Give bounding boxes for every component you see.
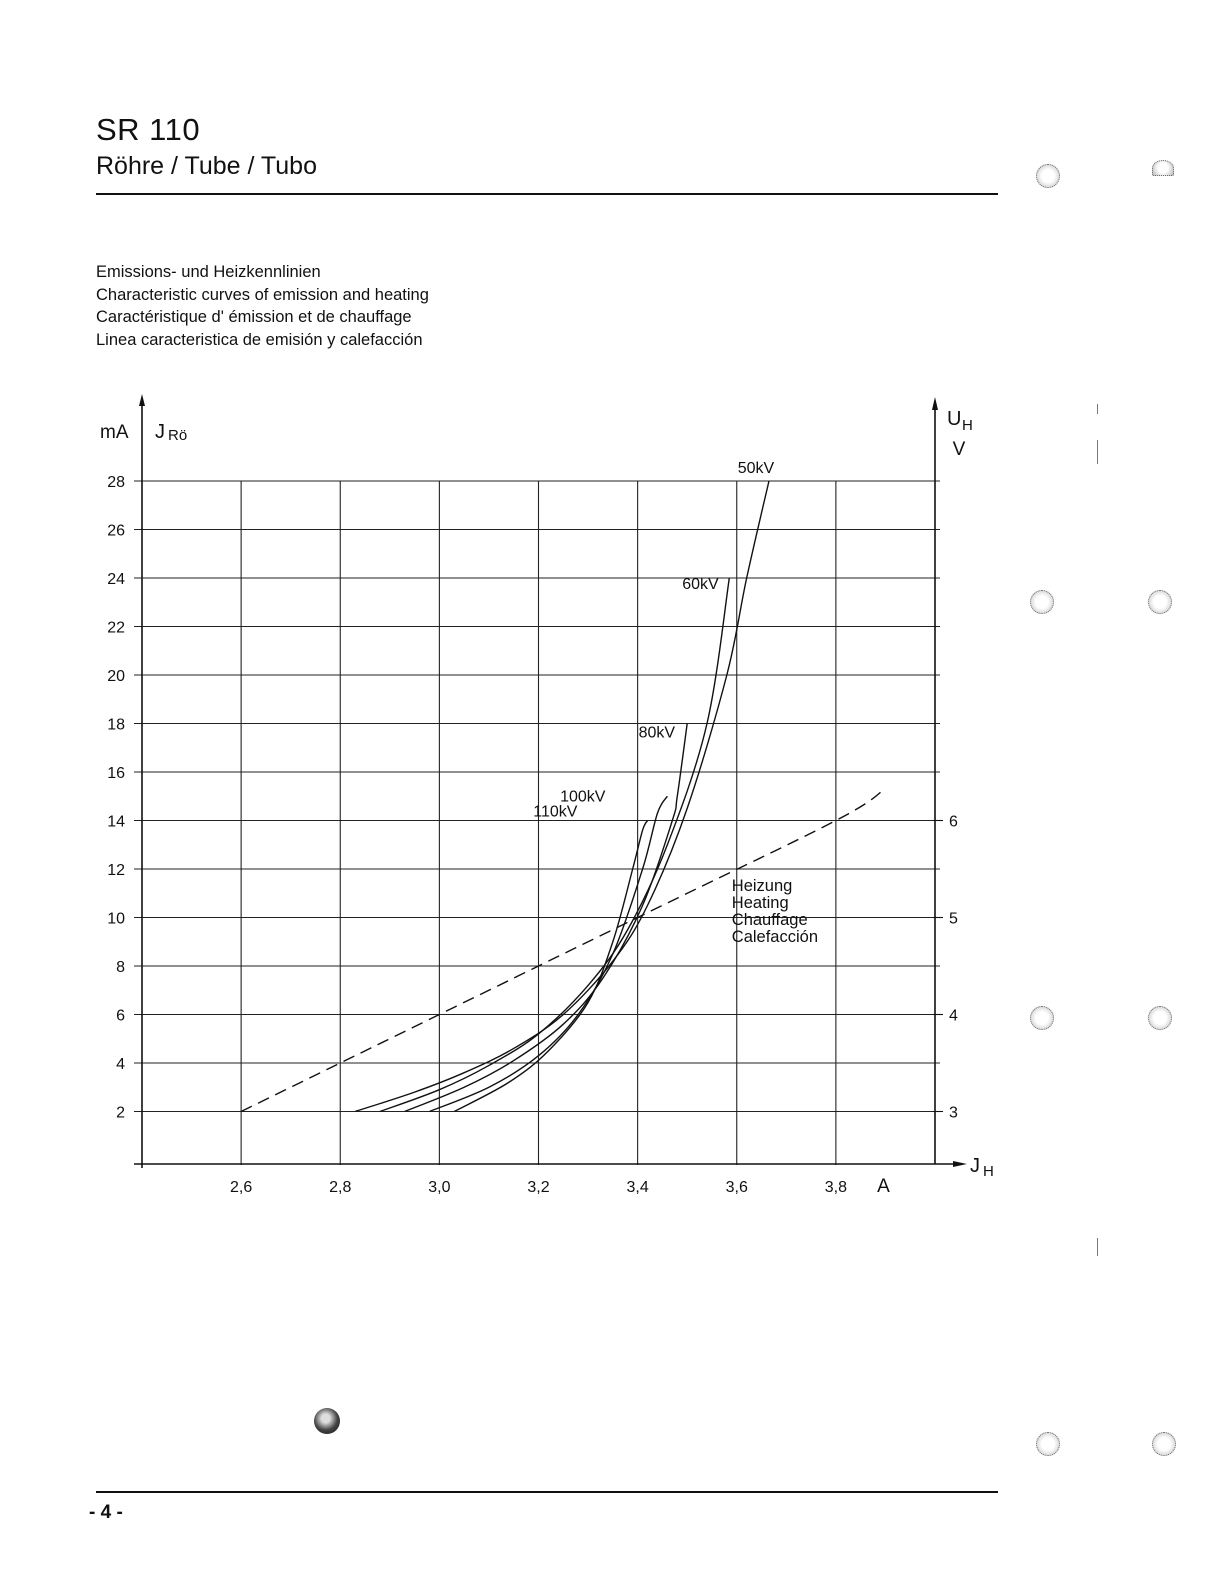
page-subtitle: Röhre / Tube / Tubo	[96, 152, 317, 180]
y-right-symbol-sub: H	[962, 417, 973, 434]
y-left-tick-label: 10	[107, 910, 125, 928]
y-left-tick-label: 26	[107, 522, 125, 540]
y-right-tick-label: 6	[949, 813, 958, 831]
heating-label-line: Calefacción	[731, 927, 819, 946]
emission-heating-chart	[80, 390, 1000, 1210]
y-left-symbol-sub: Rö	[168, 427, 188, 444]
scan-mark	[1097, 1238, 1098, 1256]
y-left-tick-label: 14	[107, 813, 125, 831]
page-number: - 4 -	[89, 1502, 123, 1523]
y-right-unit: V	[952, 439, 966, 460]
binder-hole-mark	[1030, 590, 1054, 614]
y-left-tick-label: 18	[107, 716, 125, 734]
footer-rule	[96, 1491, 998, 1493]
x-axis-unit: A	[877, 1176, 890, 1197]
y-axis-left-arrow	[139, 394, 145, 406]
heating-label-line: Heizung	[731, 876, 793, 895]
x-tick-label: 3,2	[527, 1179, 550, 1196]
binder-hole-mark	[1148, 590, 1172, 614]
caption-en: Characteristic curves of emission and heating	[96, 285, 429, 304]
caption-fr: Caractéristique d' émission et de chauffage	[96, 308, 412, 326]
caption-es: Linea caracteristica de emisión y calefacción	[96, 330, 423, 349]
x-tick-label: 3,6	[725, 1179, 748, 1196]
y-left-symbol: J	[155, 421, 165, 443]
curve-label-110kV: 110kV	[533, 803, 578, 821]
binder-hole-mark	[1030, 1006, 1054, 1030]
curve-label-50kV: 50kV	[737, 460, 775, 477]
heating-label-line: Heating	[731, 893, 789, 912]
y-right-symbol: U	[947, 408, 962, 430]
y-left-tick-label: 16	[107, 765, 125, 782]
binder-hole-mark	[1152, 160, 1174, 176]
y-right-tick-label: 5	[949, 910, 958, 928]
y-left-tick-label: 12	[107, 862, 125, 879]
curve-label-100kV: 100kV	[560, 788, 606, 806]
binder-hole-mark	[1152, 1432, 1176, 1456]
y-left-tick-label: 4	[116, 1056, 125, 1073]
y-left-tick-label: 22	[107, 619, 125, 637]
header-rule	[96, 193, 998, 195]
page-title: SR 110	[96, 112, 201, 147]
y-right-tick-label: 3	[949, 1104, 958, 1122]
x-tick-label: 2,8	[329, 1179, 352, 1196]
y-axis-right-arrow	[932, 397, 938, 410]
binder-hole-mark	[1036, 164, 1060, 188]
emission-curve-100kV	[429, 796, 667, 1111]
binder-hole-mark	[314, 1408, 340, 1434]
scan-mark	[1097, 440, 1098, 464]
x-tick-label: 3,8	[824, 1179, 847, 1196]
heating-label-line: Chauffage	[731, 910, 808, 929]
curve-label-60kV: 60kV	[682, 576, 719, 593]
curve-label-80kV: 80kV	[638, 724, 676, 742]
x-tick-label: 3,4	[626, 1179, 649, 1196]
y-left-tick-label: 20	[107, 668, 125, 685]
y-left-unit: mA	[100, 422, 129, 443]
y-left-tick-label: 8	[116, 959, 125, 976]
binder-hole-mark	[1036, 1432, 1060, 1456]
x-axis-symbol-sub: H	[983, 1163, 994, 1180]
y-right-tick-label: 4	[949, 1007, 958, 1025]
y-left-tick-label: 6	[116, 1007, 125, 1025]
y-left-tick-label: 2	[116, 1104, 125, 1122]
scan-mark	[1097, 404, 1098, 414]
x-axis-arrow	[953, 1161, 967, 1167]
x-tick-label: 2,6	[230, 1179, 253, 1196]
y-left-tick-label: 24	[107, 571, 125, 588]
chart-captions	[96, 261, 429, 351]
x-axis-symbol: J	[970, 1155, 980, 1177]
binder-hole-mark	[1148, 1006, 1172, 1030]
x-tick-label: 3,0	[428, 1179, 451, 1196]
caption-de: Emissions- und Heizkennlinien	[96, 263, 321, 281]
y-left-tick-label: 28	[107, 474, 125, 491]
